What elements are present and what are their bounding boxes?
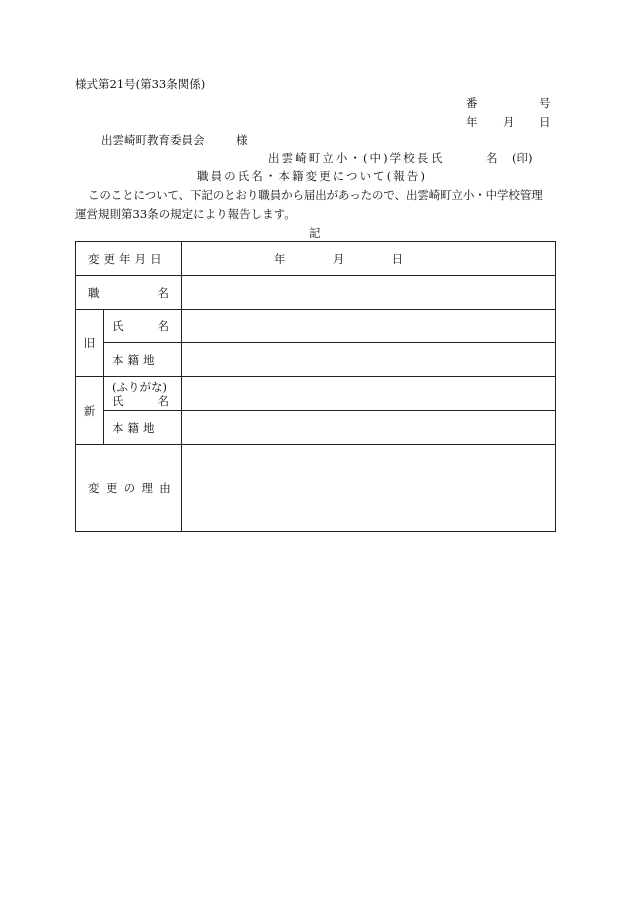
row-old-name (76, 310, 556, 343)
document-title: 職員の氏名・本籍変更について(報告) (197, 169, 428, 183)
old-domicile-label: 本籍地 (104, 343, 182, 377)
header-day: 日 (539, 115, 551, 129)
date-month: 月 (332, 251, 345, 266)
body-line-1: このことについて、下記のとおり職員から届出があったので、出雲崎町立小・中学校管理 (88, 188, 543, 202)
ki-heading: 記 (309, 226, 321, 240)
new-name-a: 氏 (112, 393, 124, 408)
old-label: 旧 (76, 310, 104, 377)
seal-mark: (印) (512, 151, 533, 165)
new-domicile-label: 本籍地 (104, 411, 182, 445)
reason-label: 変更の理由 (76, 445, 182, 532)
row-change-date (76, 242, 556, 276)
old-domicile-value (182, 343, 556, 377)
reason-value (182, 445, 556, 532)
number-suffix: 号 (539, 96, 551, 110)
report-table (75, 241, 556, 532)
header-month: 月 (503, 115, 515, 129)
furigana-label: (ふりがな) (112, 379, 167, 394)
row-old-domicile (76, 343, 556, 377)
change-date-label: 変更年月日 (76, 242, 182, 276)
sender-mei: 名 (486, 151, 498, 165)
new-name-value (182, 377, 556, 411)
sender-shi: 氏 (431, 151, 443, 165)
row-reason (76, 445, 556, 532)
number-label: 番 (466, 96, 478, 110)
date-year: 年 (274, 251, 286, 266)
new-name-b: 名 (157, 393, 169, 408)
row-new-domicile (76, 411, 556, 445)
date-day: 日 (391, 251, 404, 266)
change-date-value (182, 242, 556, 276)
old-name-value (182, 310, 556, 343)
position-label (76, 276, 182, 310)
old-name-label (104, 310, 182, 343)
position-value (182, 276, 556, 310)
addressee-honorific: 様 (236, 133, 248, 147)
addressee-name: 出雲崎町教育委員会 (101, 133, 205, 147)
position-label-b: 名 (157, 285, 169, 300)
row-position (76, 276, 556, 310)
header-year: 年 (466, 115, 478, 129)
sender-school: 出雲崎町立小・(中)学校長 (268, 151, 431, 165)
new-domicile-value (182, 411, 556, 445)
form-number: 様式第21号(第33条関係) (75, 77, 206, 91)
new-label: 新 (76, 377, 104, 445)
old-name-b: 名 (157, 319, 169, 333)
new-name-label (104, 377, 182, 411)
row-new-name (76, 377, 556, 411)
old-name-a: 氏 (112, 319, 124, 333)
position-label-a: 職 (88, 285, 100, 300)
body-line-2: 運営規則第33条の規定により報告します。 (75, 207, 296, 221)
